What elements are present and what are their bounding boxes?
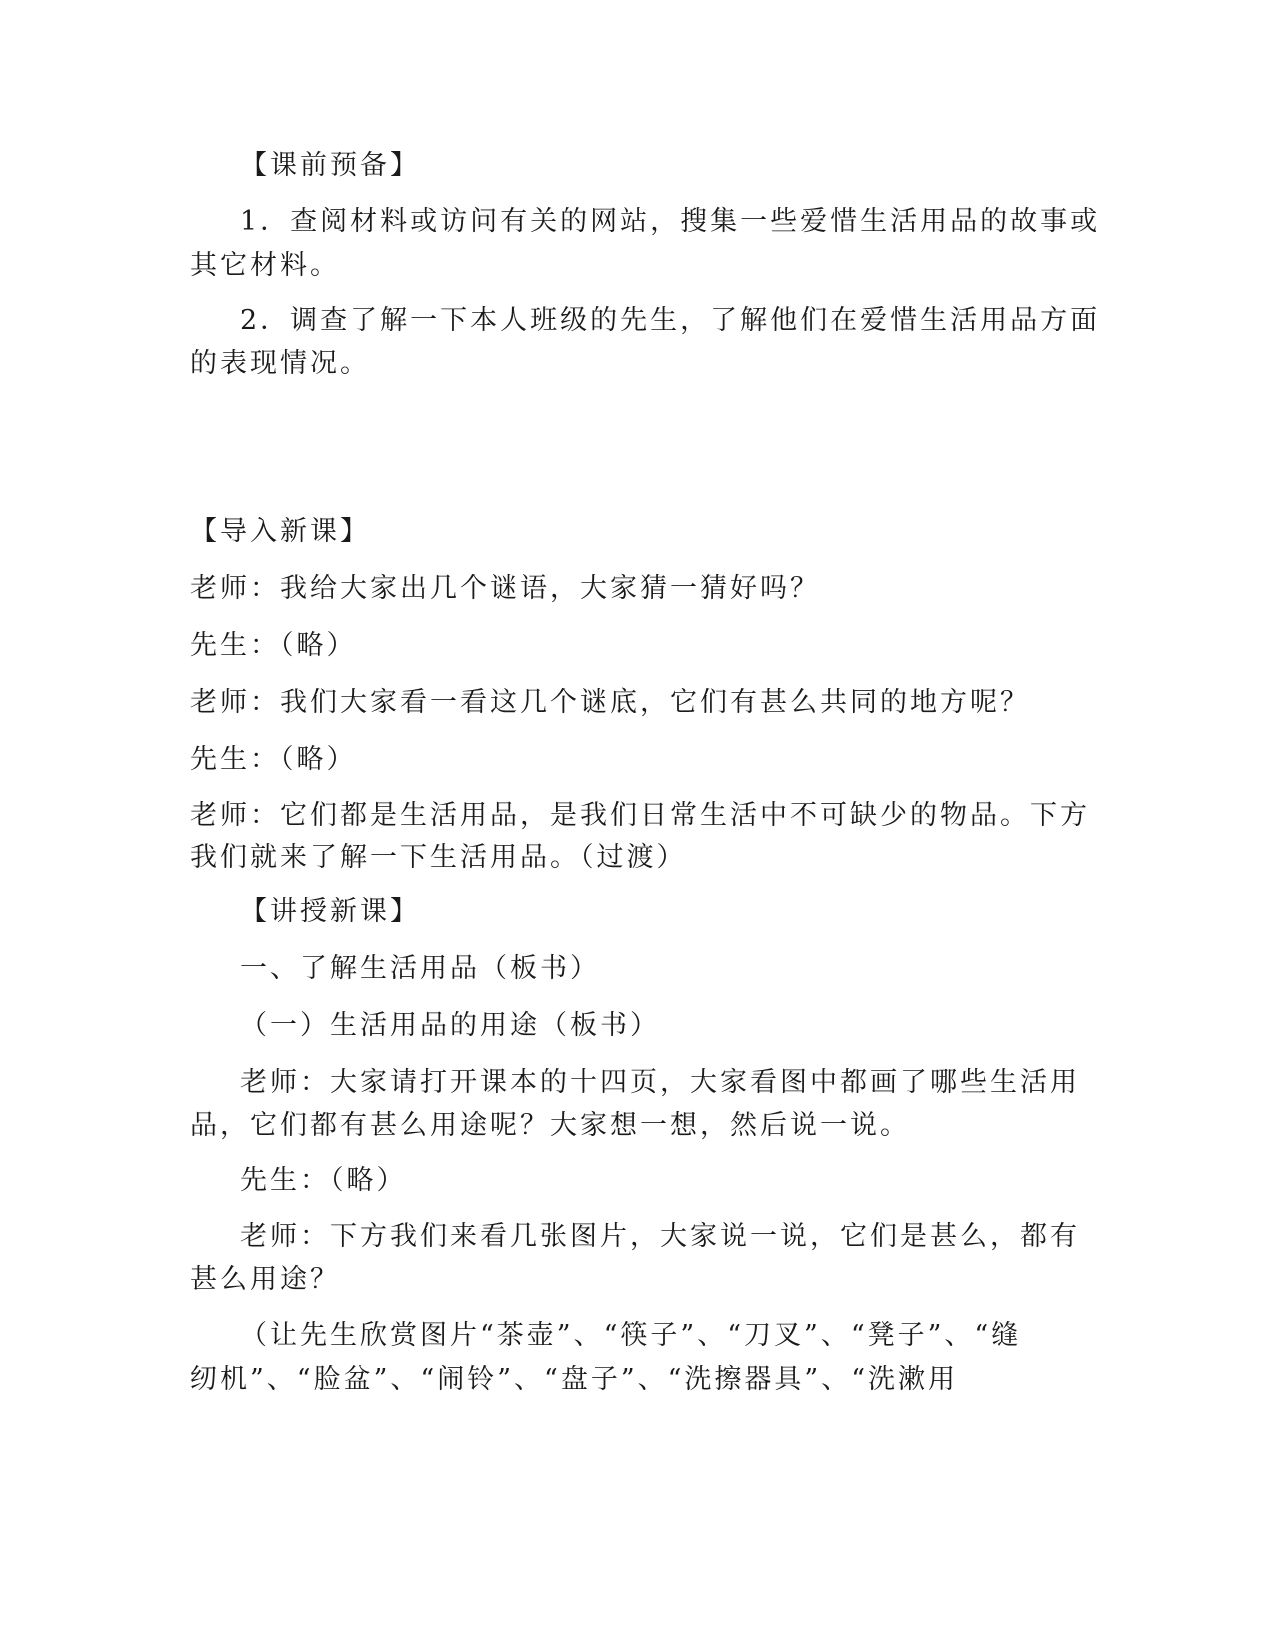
dialog-teacher-5-line-1: 老师：下方我们来看几张图片，大家说一说，它们是甚么，都有 [240, 1221, 1080, 1252]
prep-item-2-line-2: 的表现情况。 [190, 348, 370, 379]
prep-heading: 【课前预备】 [240, 150, 420, 181]
dialog-teacher-1: 老师：我给大家出几个谜语，大家猜一猜好吗？ [190, 573, 820, 604]
section-heading-1: 一、了解生活用品（板书） [240, 953, 600, 984]
dialog-teacher-3-line-2: 我们就来了解一下生活用品。（过渡） [190, 842, 687, 873]
dialog-teacher-5-line-2: 甚么用途？ [190, 1264, 340, 1295]
lesson-heading: 【讲授新课】 [240, 896, 420, 927]
dialog-teacher-3-line-1: 老师：它们都是生活用品，是我们日常生活中不可缺少的物品。下方 [190, 800, 1090, 831]
subsection-heading-1: （一）生活用品的用途（板书） [240, 1010, 660, 1041]
prep-item-2-line-1: 2．调查了解一下本人班级的先生，了解他们在爱惜生活用品方面 [240, 305, 1101, 336]
dialog-teacher-2: 老师：我们大家看一看这几个谜底，它们有甚么共同的地方呢？ [190, 687, 1030, 718]
intro-heading: 【导入新课】 [190, 516, 370, 547]
dialog-student-1: 先生：（略） [190, 630, 357, 661]
dialog-teacher-4-line-1: 老师：大家请打开课本的十四页，大家看图中都画了哪些生活用 [240, 1067, 1080, 1098]
prep-item-1-line-2: 其它材料。 [190, 250, 340, 281]
note-line-1: （让先生欣赏图片“茶壶”、“筷子”、“刀叉”、“凳子”、“缝 [240, 1320, 1022, 1351]
dialog-teacher-4-line-2: 品，它们都有甚么用途呢？大家想一想，然后说一说。 [190, 1110, 910, 1141]
prep-item-1-line-1: 1．查阅材料或访问有关的网站，搜集一些爱惜生活用品的故事或 [240, 206, 1101, 237]
note-line-2: 纫机”、“脸盆”、“闹铃”、“盘子”、“洗擦器具”、“洗漱用 [190, 1364, 959, 1395]
dialog-student-3: 先生：（略） [240, 1165, 407, 1196]
dialog-student-2: 先生：（略） [190, 744, 357, 775]
